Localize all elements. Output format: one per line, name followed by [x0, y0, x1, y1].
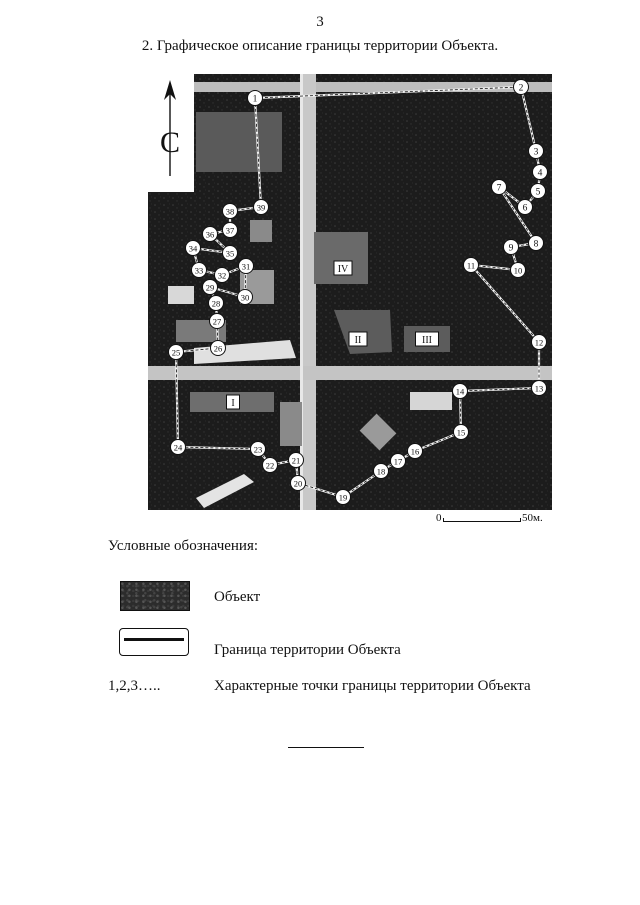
building-label: [334, 261, 352, 275]
boundary-point-marker: [374, 464, 389, 479]
boundary-point-marker: [169, 345, 184, 360]
footer-divider: [288, 747, 364, 748]
boundary-point-marker: [215, 268, 230, 283]
legend-points-label: Характерные точки границы территории Объекта: [214, 678, 531, 694]
svg-text:20: 20: [293, 478, 303, 489]
se-light-roof: [410, 392, 452, 410]
boundary-point-marker: [391, 454, 406, 469]
svg-text:22: 22: [265, 460, 275, 471]
svg-text:31: 31: [241, 261, 251, 272]
boundary-point-marker: [464, 258, 479, 273]
svg-text:26: 26: [213, 343, 223, 354]
svg-text:33: 33: [194, 265, 204, 276]
building-IV-roof: [314, 232, 368, 284]
boundary-point-marker: [254, 200, 269, 215]
boundary-point-marker: [532, 335, 547, 350]
svg-text:25: 25: [171, 347, 181, 358]
svg-text:18: 18: [376, 466, 386, 477]
sw-building: [280, 402, 302, 446]
svg-text:9: 9: [508, 243, 514, 254]
boundary-point-marker: [248, 91, 263, 106]
svg-text:17: 17: [393, 456, 403, 467]
scale-bar: [443, 521, 521, 522]
legend-boundary-swatch: [119, 628, 189, 656]
svg-text:IV: IV: [337, 264, 349, 275]
svg-text:2: 2: [518, 83, 524, 94]
west-block-light-roof: [168, 286, 194, 304]
scale-end: 50м.: [522, 512, 543, 524]
legend-object-label: Объект: [214, 589, 261, 605]
svg-text:24: 24: [173, 442, 183, 453]
svg-text:3: 3: [533, 147, 539, 158]
svg-text:35: 35: [225, 248, 235, 259]
svg-text:4: 4: [537, 168, 543, 179]
legend-boundary-label: Граница территории Объекта: [214, 642, 401, 658]
svg-text:II: II: [354, 335, 362, 346]
svg-text:32: 32: [217, 270, 227, 281]
legend-points-symbol: 1,2,3…..: [108, 678, 161, 694]
legend-object-swatch: [120, 581, 190, 611]
svg-text:16: 16: [410, 446, 420, 457]
boundary-point-marker: [223, 246, 238, 261]
svg-text:III: III: [422, 335, 432, 346]
svg-text:7: 7: [496, 183, 502, 194]
svg-text:11: 11: [466, 260, 476, 271]
boundary-point-marker: [203, 280, 218, 295]
svg-text:1: 1: [252, 94, 258, 105]
territory-map: [148, 74, 552, 510]
svg-text:10: 10: [513, 265, 523, 276]
svg-text:34: 34: [188, 243, 198, 254]
svg-text:6: 6: [522, 203, 528, 214]
west-block-building: [250, 220, 272, 242]
boundary-point-marker: [532, 381, 547, 396]
boundary-point-marker: [238, 290, 253, 305]
svg-text:30: 30: [240, 292, 250, 303]
svg-text:14: 14: [455, 386, 465, 397]
boundary-point-marker: [518, 200, 533, 215]
boundary-point-marker: [289, 453, 304, 468]
boundary-point-marker: [223, 223, 238, 238]
boundary-point-marker: [531, 184, 546, 199]
svg-text:28: 28: [211, 298, 221, 309]
map-svg: [148, 74, 552, 510]
svg-text:39: 39: [256, 202, 266, 213]
boundary-point-marker: [454, 425, 469, 440]
north-letter: С: [159, 126, 181, 159]
boundary-point-marker: [492, 180, 507, 195]
building-label: [227, 395, 240, 409]
boundary-point-marker: [336, 490, 351, 505]
svg-text:13: 13: [534, 383, 544, 394]
svg-text:15: 15: [456, 427, 466, 438]
legend-title: Условные обозначения:: [108, 538, 259, 554]
boundary-point-marker: [211, 341, 226, 356]
boundary-point-marker: [263, 458, 278, 473]
section-heading: 2. Графическое описание границы территории Объекта.: [141, 38, 499, 54]
boundary-point-marker: [511, 263, 526, 278]
west-block-building: [196, 112, 282, 172]
svg-text:38: 38: [225, 206, 235, 217]
svg-text:I: I: [231, 398, 235, 409]
scale-start: 0: [436, 512, 442, 524]
boundary-point-marker: [514, 80, 529, 95]
svg-text:12: 12: [534, 337, 544, 348]
boundary-point-marker: [408, 444, 423, 459]
svg-text:8: 8: [533, 239, 539, 250]
building-label: [349, 332, 367, 346]
svg-text:36: 36: [205, 229, 215, 240]
boundary-point-marker: [192, 263, 207, 278]
boundary-point-marker: [209, 296, 224, 311]
svg-text:23: 23: [253, 444, 263, 455]
svg-text:29: 29: [205, 282, 215, 293]
boundary-point-marker: [533, 165, 548, 180]
road-horizontal: [148, 366, 552, 380]
boundary-point-marker: [203, 227, 218, 242]
boundary-point-marker: [251, 442, 266, 457]
svg-text:37: 37: [225, 225, 235, 236]
boundary-point-marker: [239, 259, 254, 274]
boundary-point-marker: [186, 241, 201, 256]
boundary-point-marker: [291, 476, 306, 491]
boundary-point-marker: [223, 204, 238, 219]
svg-text:19: 19: [338, 492, 348, 503]
boundary-point-marker: [504, 240, 519, 255]
boundary-point-marker: [529, 236, 544, 251]
svg-text:5: 5: [535, 187, 541, 198]
boundary-point-marker: [210, 314, 225, 329]
boundary-point-marker: [529, 144, 544, 159]
svg-text:27: 27: [212, 316, 222, 327]
svg-text:21: 21: [291, 455, 301, 466]
boundary-point-marker: [171, 440, 186, 455]
building-label: [416, 332, 439, 346]
boundary-point-marker: [453, 384, 468, 399]
page-number: 3: [316, 14, 324, 30]
